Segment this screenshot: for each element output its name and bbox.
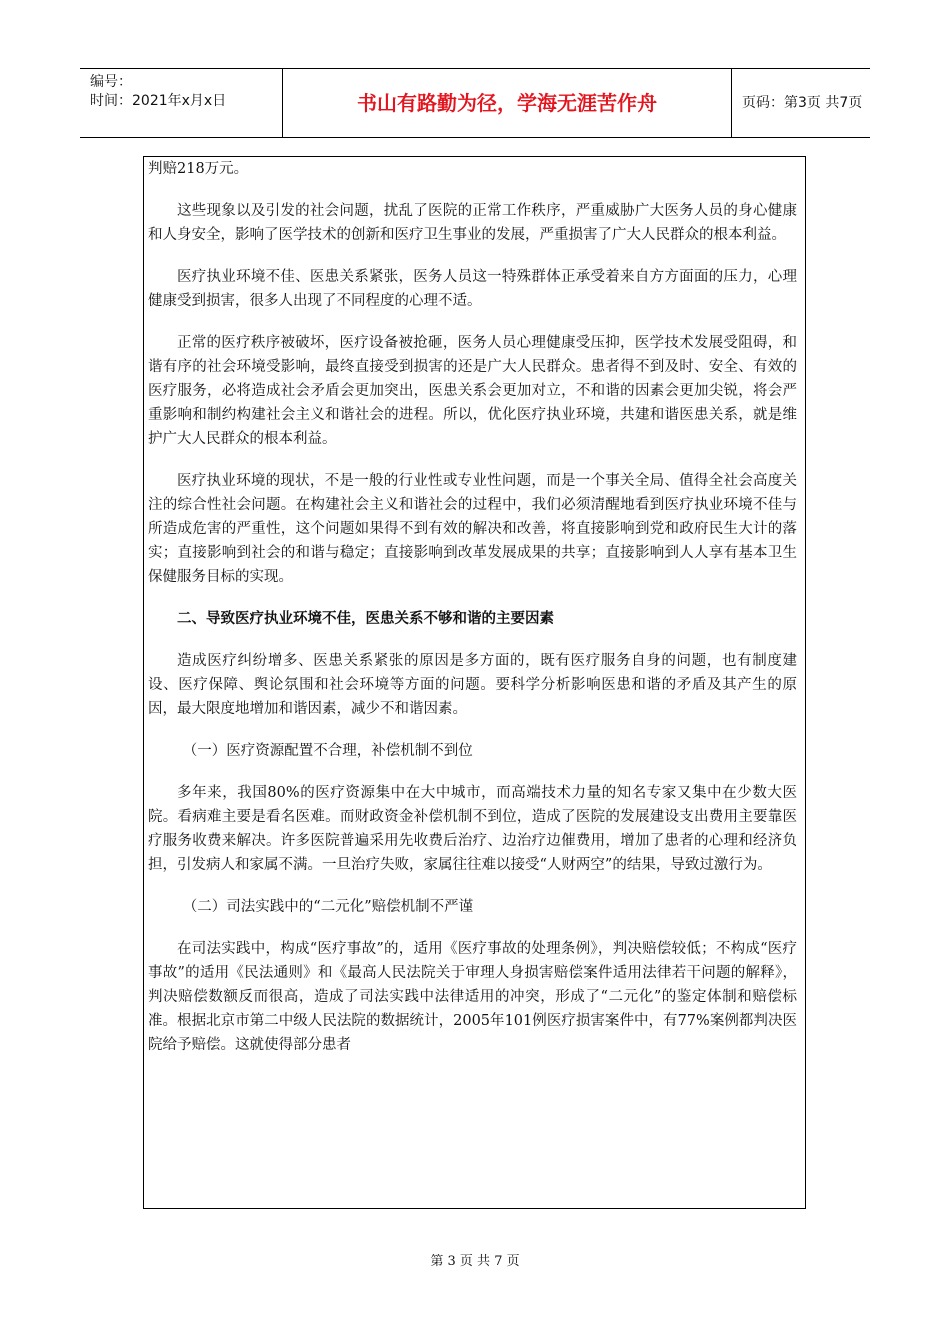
header-meta — [80, 69, 282, 137]
section-heading: 二、导致医疗执业环境不佳，医患关系不够和谐的主要因素 — [177, 611, 554, 627]
subsection-heading: （一）医疗资源配置不合理，补偿机制不到位 — [182, 743, 473, 759]
paragraph: 判赔218万元。 — [148, 161, 249, 177]
subsection-heading: （二）司法实践中的“二元化”赔偿机制不严谨 — [182, 899, 474, 915]
paragraph: 在司法实践中，构成“医疗事故”的，适用《医疗事故的处理条例》，判决赔偿较低；不构成“医疗事故”的适用《民法通则》和《最高人民法院关于审理人身损害赔偿案件适用法律若干问题的解释》，判决赔偿数额反而很高，造成了司法实践中法律适用的冲突，形成了“二元化”的鉴定体制和赔偿标准。根据北京市第二中级人民法院的数据统计，2005年101例医疗损害案件中，有77%案例都判决医院给予赔偿。这就使得部分患者 — [148, 941, 797, 1053]
page-footer: 第 3 页 共 7 页 — [430, 1254, 520, 1269]
header-divider — [731, 69, 732, 137]
document-body — [143, 156, 806, 1209]
paragraph: 这些现象以及引发的社会问题，扰乱了医院的正常工作秩序，严重威胁广大医务人员的身心健康和人身安全，影响了医学技术的创新和医疗卫生事业的发展，严重损害了广大人民群众的根本利益。 — [148, 203, 797, 243]
paragraph: 正常的医疗秩序被破坏，医疗设备被抢砸，医务人员心理健康受压抑，医学技术发展受阻碍，和谐有序的社会环境受影响，最终直接受到损害的还是广大人民群众。患者得不到及时、安全、有效的医疗服务，必将造成社会矛盾会更加突出，医患关系会更加对立，不和谐的因素会更加尖锐，将会严重影响和制约构建社会主义和谐社会的进程。所以，优化医疗执业环境，共建和谐医患关系，就是维护广大人民群众的根本利益。 — [148, 335, 797, 447]
paragraph: 造成医疗纠纷增多、医患关系紧张的原因是多方面的，既有医疗服务自身的问题，也有制度建设、医疗保障、舆论氛围和社会环境等方面的问题。要科学分析影响医患和谐的矛盾及其产生的原因，最大限度地增加和谐因素，减少不和谐因素。 — [148, 653, 797, 717]
paragraph: 多年来，我国80%的医疗资源集中在大中城市，而高端技术力量的知名专家又集中在少数大医院。看病难主要是看名医难。而财政资金补偿机制不到位，造成了医院的发展建设支出费用主要靠医疗服务收费来解决。许多医院普遍采用先收费后治疗、边治疗边催费用，增加了患者的心理和经济负担，引发病人和家属不满。一旦治疗失败，家属往往难以接受“人财两空”的结果，导致过激行为。 — [148, 785, 797, 873]
paragraph: 医疗执业环境不佳、医患关系紧张，医务人员这一特殊群体正承受着来自方方面面的压力，心理健康受到损害，很多人出现了不同程度的心理不适。 — [148, 269, 797, 309]
header-page-info: 页码：第3页 共7页 — [742, 95, 863, 111]
document-number-label: 编号： — [90, 74, 132, 90]
header-motto: 书山有路勤为径，学海无涯苦作舟 — [357, 91, 657, 115]
document-time-label: 时间：2021年x月x日 — [90, 93, 227, 109]
paragraph: 医疗执业环境的现状，不是一般的行业性或专业性问题，而是一个事关全局、值得全社会高度关注的综合性社会问题。在构建社会主义和谐社会的过程中，我们必须清醒地看到医疗执业环境不佳与所造成危害的严重性，这个问题如果得不到有效的解决和改善，将直接影响到党和政府民生大计的落实；直接影响到社会的和谐与稳定；直接影响到改革发展成果的共享；直接影响到人人享有基本卫生保健服务目标的实现。 — [148, 473, 797, 585]
page-header — [80, 68, 870, 138]
